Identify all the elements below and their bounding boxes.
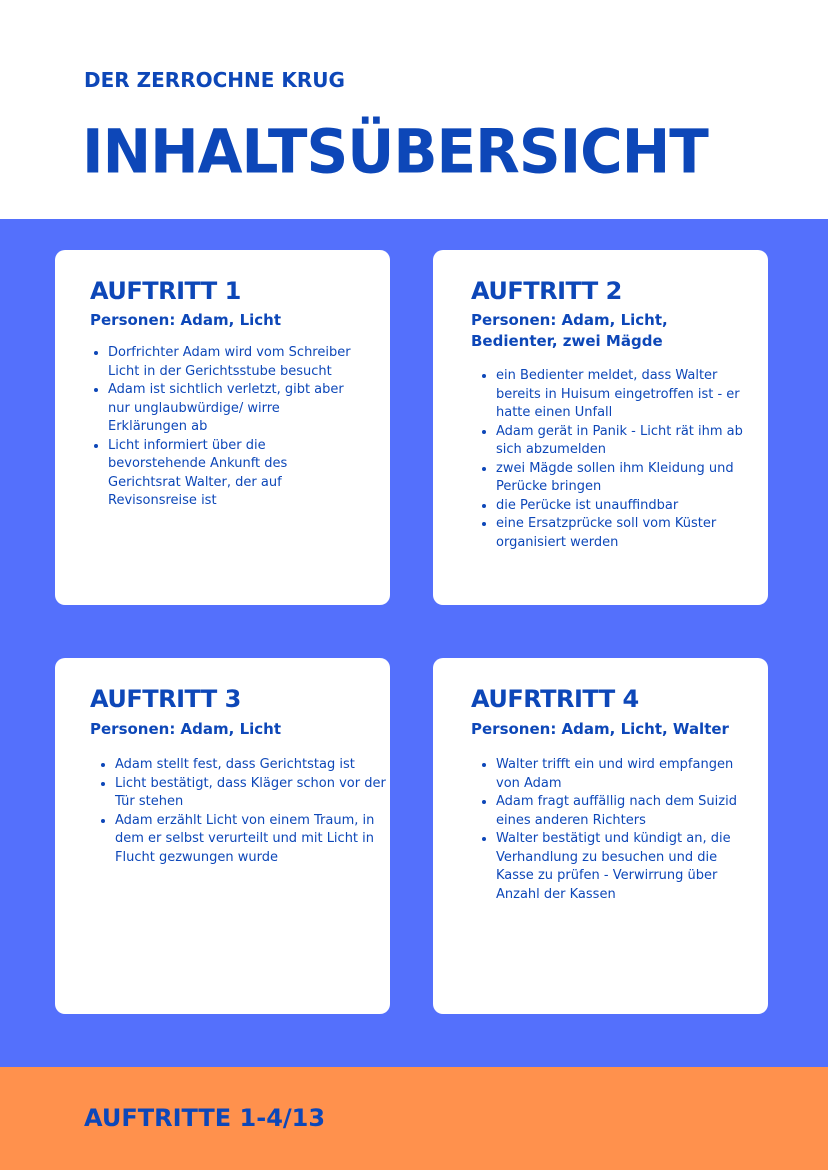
list-item: • Adam ist sichtlich verletzt, gibt aber nur unglaubwürdige/ wirre Erklärungen ab bbox=[108, 381, 358, 437]
list-item: • ein Bedienter meldet, dass Walter bereits in Huisum eingetroffen ist - er hatte einen Unfall bbox=[496, 367, 754, 423]
list-item: • Dorfrichter Adam wird vom Schreiber Licht in der Gerichtsstube besucht bbox=[108, 344, 358, 381]
footer-label: AUFTRITTE 1-4/13 bbox=[84, 1104, 326, 1132]
card-title: AUFTRITT 1 bbox=[90, 277, 241, 305]
list-item: • Licht bestätigt, dass Kläger schon vor der Tür stehen bbox=[115, 775, 387, 812]
card-auftritt-3 bbox=[55, 658, 390, 1014]
card-list bbox=[97, 756, 387, 867]
list-item: • die Perücke ist unauffindbar bbox=[496, 497, 754, 516]
list-item: • zwei Mägde sollen ihm Kleidung und Perücke bringen bbox=[496, 460, 754, 497]
document-subtitle: DER ZERROCHNE KRUG bbox=[84, 68, 345, 92]
list-item: • Adam stellt fest, dass Gerichtstag ist bbox=[115, 756, 387, 775]
card-auftritt-2 bbox=[433, 250, 768, 605]
list-item: • Walter bestätigt und kündigt an, die Verhandlung zu besuchen und die Kasse zu prüfen - Verwirrung über Anzahl der Kassen bbox=[496, 830, 754, 904]
card-list bbox=[478, 756, 754, 904]
card-persons: Personen: Adam, Licht, Bedienter, zwei Mägde bbox=[471, 311, 668, 350]
card-list bbox=[90, 344, 358, 511]
card-persons: Personen: Adam, Licht bbox=[90, 311, 282, 329]
card-title: AUFTRITT 3 bbox=[90, 685, 241, 713]
card-persons: Personen: Adam, Licht, Walter bbox=[471, 720, 729, 738]
card-title: AUFRTRITT 4 bbox=[471, 685, 639, 713]
card-list bbox=[478, 367, 754, 552]
list-item: • Adam fragt auffällig nach dem Suizid eines anderen Richters bbox=[496, 793, 754, 830]
card-persons: Personen: Adam, Licht bbox=[90, 720, 282, 738]
list-item: • Walter trifft ein und wird empfangen von Adam bbox=[496, 756, 754, 793]
header bbox=[0, 0, 828, 219]
card-title: AUFTRITT 2 bbox=[471, 277, 622, 305]
list-item: • Licht informiert über die bevorstehende Ankunft des Gerichtsrat Walter, der auf Revisonsreise ist bbox=[108, 437, 358, 511]
card-auftritt-1 bbox=[55, 250, 390, 605]
page-title: INHALTSÜBERSICHT bbox=[82, 116, 708, 188]
list-item: • eine Ersatzprücke soll vom Küster organisiert werden bbox=[496, 515, 754, 552]
list-item: • Adam erzählt Licht von einem Traum, in dem er selbst verurteilt und mit Licht in Flucht gezwungen wurde bbox=[115, 812, 387, 868]
card-auftritt-4 bbox=[433, 658, 768, 1014]
list-item: • Adam gerät in Panik - Licht rät ihm ab sich abzumelden bbox=[496, 423, 754, 460]
